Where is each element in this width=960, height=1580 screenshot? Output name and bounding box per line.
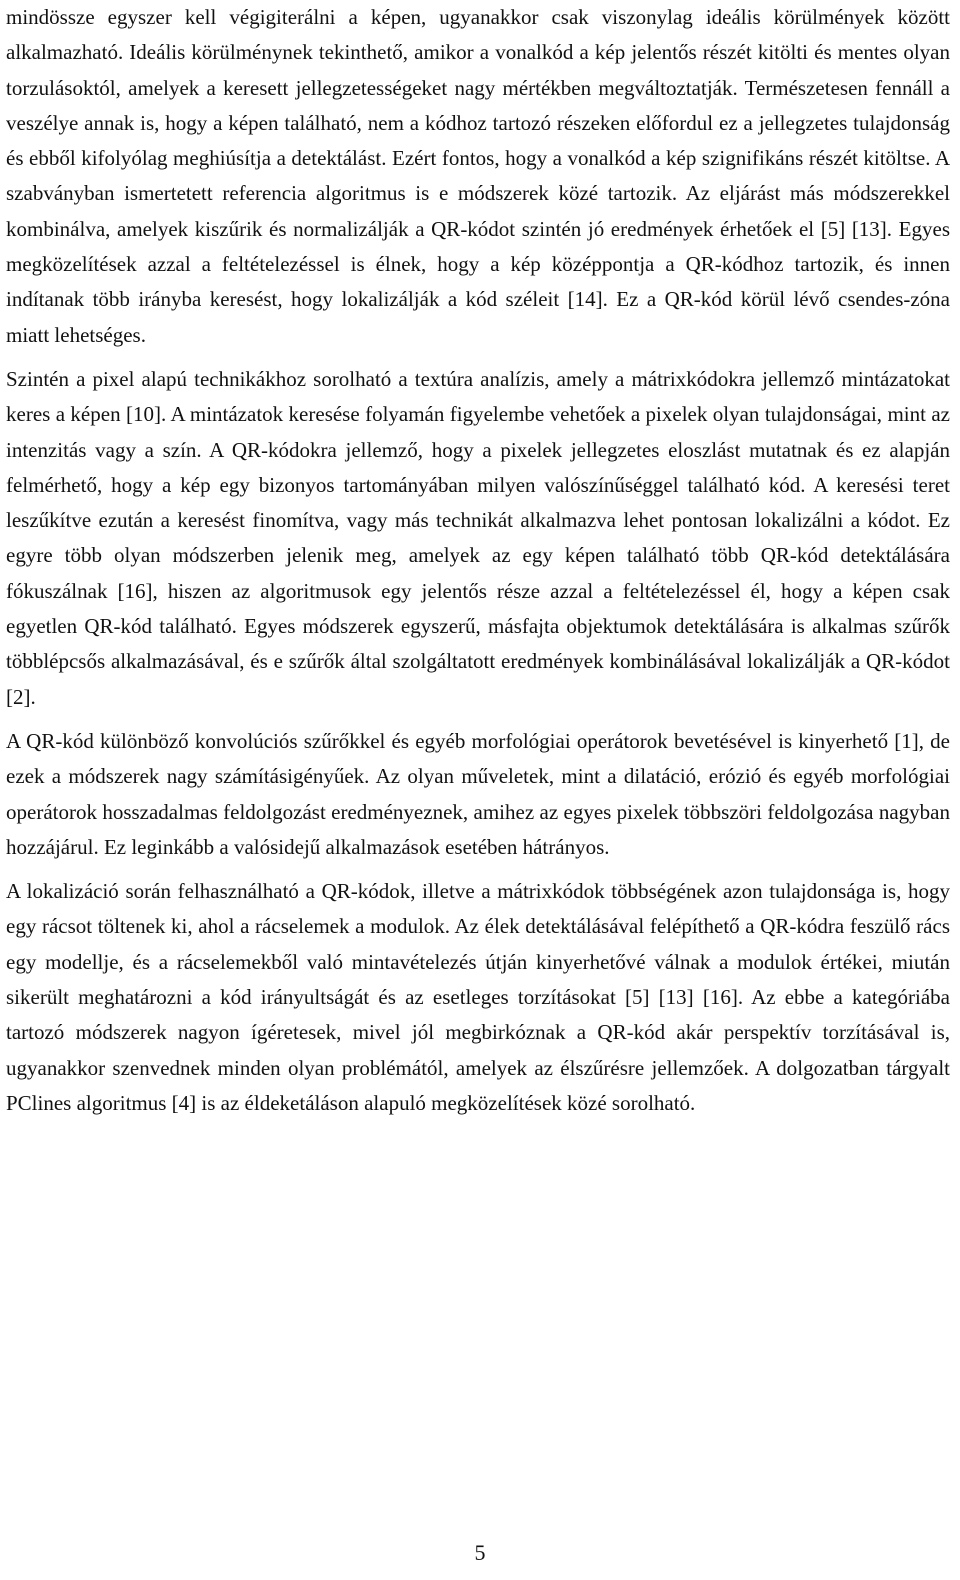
paragraph-4: A lokalizáció során felhasználható a QR-kódok, illetve a mátrixkódok többségének azon tulajdonsága is, hogy egy rácsot töltenek ki, ahol a rácselemek a modulok. Az élek detektálásával felépíthető a QR-kódra feszülő rács egy modellje, és a rácselemekből való mintavételezés útján kinyerhetővé válnak a modulok értékei, miután sikerült meghatározni a kód irányultságát és az esetleges torzításokat [5] [13] [16]. Az ebbe a kategóriába tartozó módszerek nagyon ígéretesek, mivel jól megbirkóznak a QR-kód akár perspektív torzításával is, ugyanakkor szenvednek minden olyan problémától, amelyek az élszűrésre jellemzőek. A dolgozatban tárgyalt PClines algoritmus [4] is az éldeketáláson alapuló megközelítések közé sorolható. — [6, 879, 950, 1115]
paragraph-1: mindössze egyszer kell végigiterálni a képen, ugyanakkor csak viszonylag ideális körülmények között alkalmazható. Ideális körülménynek tekinthető, amikor a vonalkód a kép jelentős részét kitölti és mentes olyan torzulásoktól, amelyek a keresett jellegzetességeket nagy mértékben megváltoztatják. Természetesen fennáll a veszélye annak is, hogy a képen található, nem a kódhoz tartozó részeken előfordul ez a jellegzetes tulajdonság és ebből kifolyólag meghiúsítja a detektálást. Ezért fontos, hogy a vonalkód a kép szignifikáns részét kitöltse. A szabványban ismertetett referencia algoritmus is e módszerek közé tartozik. Az eljárást más módszerekkel kombinálva, amelyek kiszűrik és normalizálják a QR-kódot szintén jó eredmények érhetőek el [5] [13]. Egyes megközelítések azzal a feltételezéssel is élnek, hogy a kép középpontja a QR-kódhoz tartozik, és innen indítanak több irányba keresést, hogy lokalizálják a kód széleit [14]. Ez a QR-kód körül lévő csendes-zóna miatt lehetséges. — [6, 5, 950, 347]
paragraph-3: A QR-kód különböző konvolúciós szűrőkkel és egyéb morfológiai operátorok bevetésével is kinyerhető [1], de ezek a módszerek nagy számításigényűek. Az olyan műveletek, mint a dilatáció, erózió és egyéb morfológiai operátorok hosszadalmas feldolgozást eredményeznek, amihez az egyes pixelek többszöri feldolgozása nagyban hozzájárul. Ez leginkább a valósidejű alkalmazások esetében hátrányos. — [6, 728, 950, 859]
paragraph-spacer — [6, 865, 950, 874]
paragraph-spacer — [6, 353, 950, 362]
page-number: 5 — [474, 1540, 486, 1565]
paragraph-spacer — [6, 715, 950, 724]
paragraph-2: Szintén a pixel alapú technikákhoz sorolható a textúra analízis, amely a mátrixkódokra jellemző mintázatokat keres a képen [10]. A mintázatok keresése folyamán figyelembe vehetőek a pixelek olyan tulajdonságai, mint az intenzitás vagy a szín. A QR-kódokra jellemző, hogy a pixelek jellegzetes eloszlást mutatnak és ez alapján felmérhető, hogy a kép egy bizonyos tartományában milyen valószínűséggel található kód. A keresési teret leszűkítve ezután a keresést finomítva, vagy más technikát alkalmazva lehet pontosan lokalizálni a kódot. Ez egyre több olyan módszerben jelenik meg, amelyek az egy képen található több QR-kód detektálására fókuszálnak [16], hiszen az algoritmusok egy jelentős része azzal a feltételezéssel él, hogy a képen csak egyetlen QR-kód található. Egyes módszerek egyszerű, másfajta objektumok detektálására is alkalmas szűrők többlépcsős alkalmazásával, és e szűrők által szolgáltatott eredmények kombinálásával lokalizálják a QR-kódot [2]. — [6, 366, 950, 709]
document-body — [6, 0, 950, 1121]
